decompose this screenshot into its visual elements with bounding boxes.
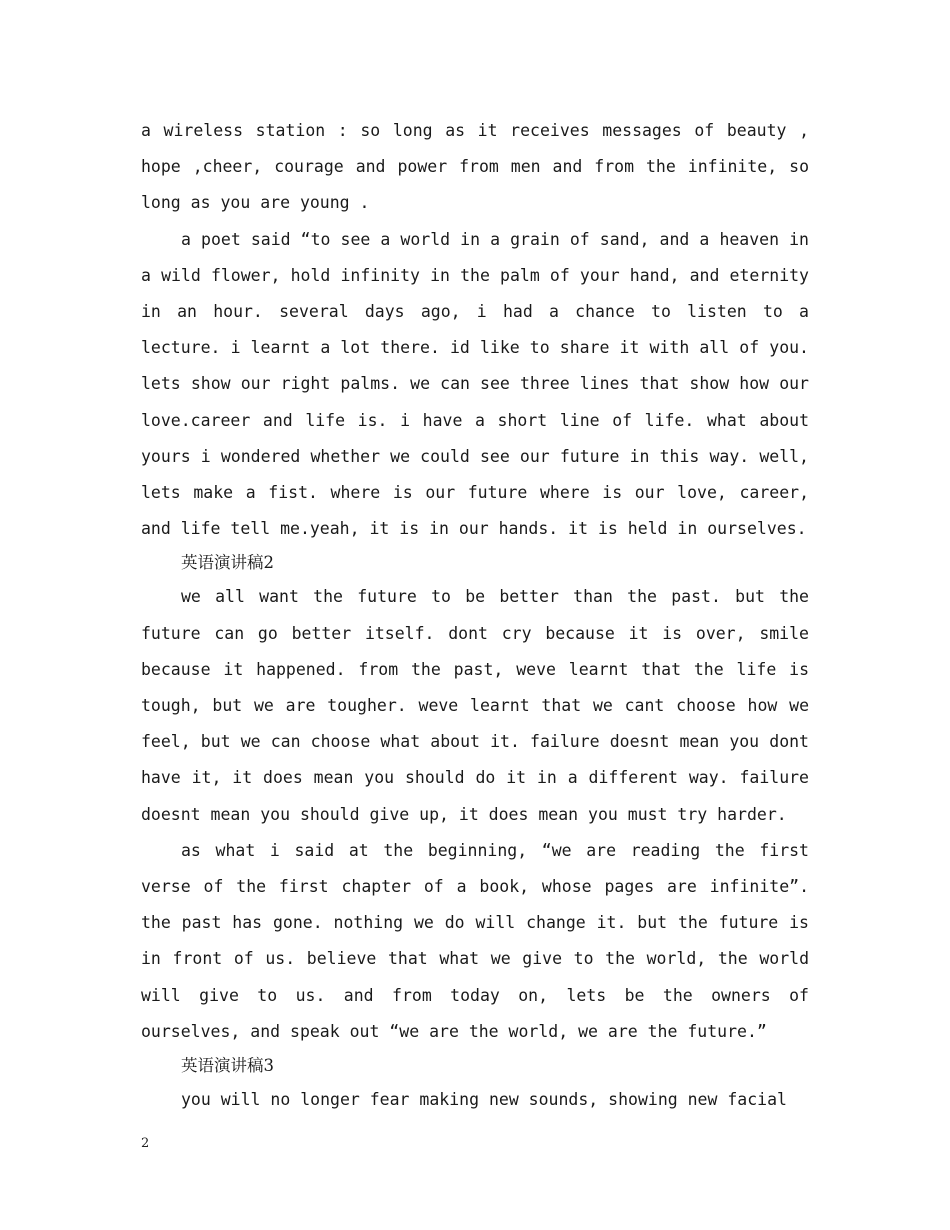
paragraph-new-sounds: you will no longer fear making new sounds, showing new facial [181,1090,787,1110]
paragraph-future-better: we all want the future to be better than the past. but the future can go better itself. dont cry because it is over, smile because it happened. from the past, weve learnt that the life is tough, but we are tougher. weve learnt that we cant choose how we feel, but we can choose what about it. failure doesnt mean you dont have it, it does mean you should do it in a different way. failure doesnt mean you should give up, it does mean you must try harder. [141,587,809,824]
section-heading-speech-3: 英语演讲稿3 [181,1056,274,1076]
paragraph-poet-quote: a poet said “to see a world in a grain of sand, and a heaven in a wild flower, hold infinity in the palm of your hand, and eternity in an hour. several days ago, i had a chance to listen to a lecture. i learnt a lot there. id like to share it with all of you. lets show our right palms. we can see three lines that show how our love.career and life is. i have a short line of life. what about yours i wondered whether we could see our future in this way. well, lets make a fist. where is our future where is our love, career, and life tell me.yeah, it is in our hands. it is held in ourselves. [141,229,809,539]
paragraph-intro-continued: a wireless station : so long as it receives messages of beauty , hope ,cheer, courage and power from men and from the infinite, so long as you are young . [141,121,809,213]
page-number: 2 [141,1136,150,1151]
section-heading-speech-2: 英语演讲稿2 [181,553,274,573]
paragraph-first-verse: as what i said at the beginning, “we are reading the first verse of the first chapter of a book, whose pages are infinite”. the past has gone. nothing we do will change it. but the future is in front of us. believe that what we give to the world, the world will give to us. and from today on, lets be the owners of ourselves, and speak out “we are the world, we are the future.” [141,840,809,1041]
page-body [141,113,809,1118]
